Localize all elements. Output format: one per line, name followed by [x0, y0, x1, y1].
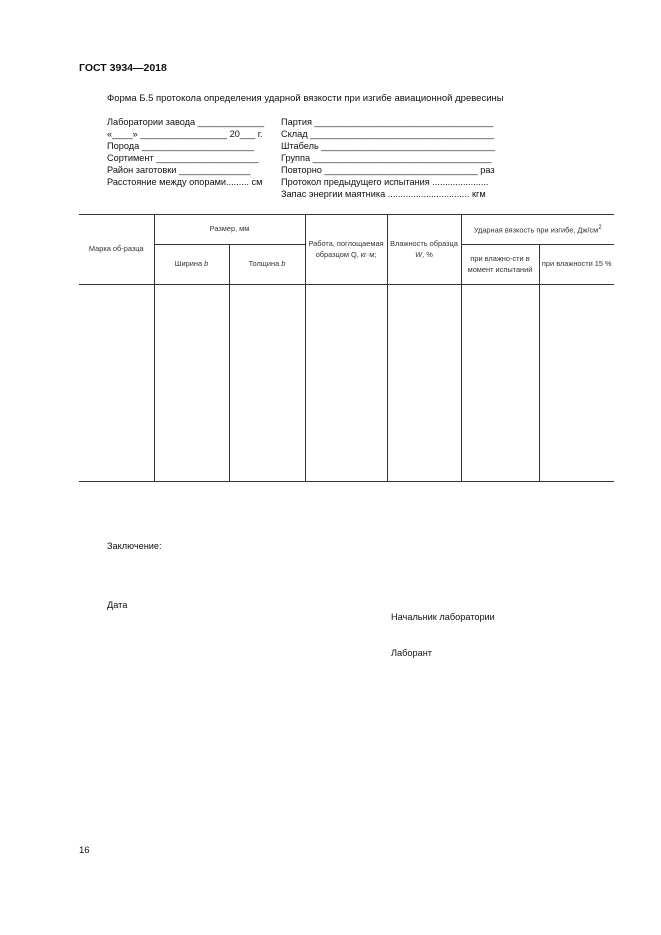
field-species: Порода ______________________	[107, 141, 255, 151]
results-table	[79, 214, 614, 482]
header-moisture-label: Влажность образца	[390, 239, 458, 248]
header-moisture-unit: , %	[422, 249, 433, 259]
field-group: Группа ___________________________________	[281, 153, 492, 163]
form-title: Форма Б.5 протокола определения ударной вязкости при изгибе авиационной древесины	[107, 93, 504, 104]
table-cell	[79, 285, 154, 482]
field-previous-protocol: Протокол предыдущего испытания ......................	[281, 177, 489, 187]
document-code: ГОСТ 3934—2018	[79, 62, 167, 74]
field-harvest-region: Район заготовки ______________	[107, 165, 251, 175]
header-width-label: Ширина	[174, 259, 203, 269]
header-sample-mark: Марка об-разца	[79, 215, 154, 285]
head-of-lab-label: Начальник лаборатории	[391, 612, 495, 622]
header-thickness-label: Толщина	[248, 259, 280, 269]
date-label: Дата	[107, 600, 128, 610]
table-cell	[154, 285, 229, 482]
field-date: «____» _________________ 20___ г.	[107, 129, 263, 139]
conclusion-label: Заключение:	[107, 541, 162, 551]
field-pendulum-energy: Запас энергии маятника ................................ кгм	[281, 189, 486, 199]
header-at-test-moisture: при влажно-сти в момент испытаний	[461, 245, 539, 285]
header-moisture	[387, 215, 461, 285]
table-cell	[461, 285, 539, 482]
page-number: 16	[79, 845, 90, 856]
header-impact-toughness	[461, 215, 614, 245]
lab-assistant-label: Лаборант	[391, 648, 433, 658]
header-impact-toughness-sup: 2	[598, 224, 602, 232]
field-assortment: Сортимент ____________________	[107, 153, 259, 163]
field-warehouse: Склад ____________________________________	[281, 129, 495, 139]
table-cell	[539, 285, 614, 482]
header-width	[154, 245, 229, 285]
header-thickness	[229, 245, 305, 285]
header-width-symbol: b	[204, 259, 209, 269]
header-moisture-symbol: W	[415, 249, 423, 259]
field-batch: Партия ___________________________________	[281, 117, 494, 127]
header-thickness-symbol: b	[281, 259, 286, 269]
table-cell	[305, 285, 387, 482]
header-at-15-moisture: при влажности 15 %	[539, 245, 614, 285]
field-stack: Штабель __________________________________	[281, 141, 496, 151]
table-row	[79, 285, 614, 482]
header-impact-toughness-label: Ударная вязкость при изгибе, Дж/см	[473, 225, 599, 235]
table-cell	[387, 285, 461, 482]
table-cell	[229, 285, 305, 482]
header-work: Работа, поглощаемая образцом Q, кг·м;	[305, 215, 387, 285]
field-support-distance: Расстояние между опорами......... см	[107, 177, 263, 187]
header-size: Размер, мм	[154, 215, 305, 245]
field-repeat: Повторно ______________________________ раз	[281, 165, 495, 175]
field-lab-plant: Лаборатории завода _____________	[107, 117, 265, 127]
